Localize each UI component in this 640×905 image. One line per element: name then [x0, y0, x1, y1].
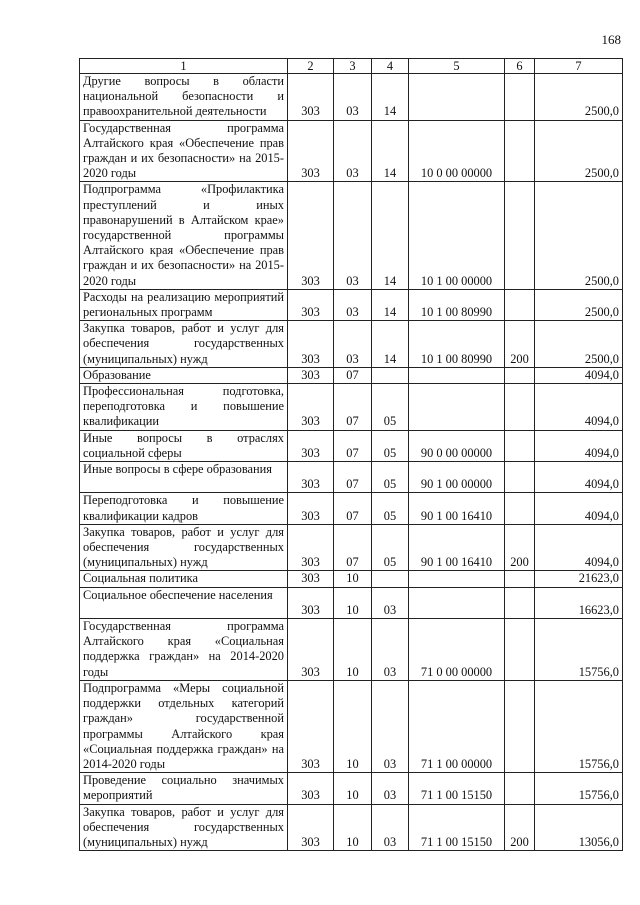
row-c2-cell: 303 — [288, 384, 334, 431]
row-name-cell: Иные вопросы в сфере образования — [80, 462, 288, 493]
row-c3-cell: 07 — [334, 462, 372, 493]
table-row — [80, 182, 623, 289]
table-row — [80, 804, 623, 851]
row-c6-cell — [505, 384, 535, 431]
row-c3-cell: 03 — [334, 321, 372, 368]
row-c7-cell: 15756,0 — [535, 619, 623, 681]
row-name-cell: Закупка товаров, работ и услуг для обеспечения государственных (муниципальных) нужд — [80, 524, 288, 571]
row-name-cell: Государственная программа Алтайского края «Социальная поддержка граждан» на 2014-2020 годы — [80, 619, 288, 681]
row-c7-cell: 4094,0 — [535, 524, 623, 571]
row-c3-cell: 07 — [334, 524, 372, 571]
table-row — [80, 74, 623, 121]
row-c7-cell: 4094,0 — [535, 493, 623, 524]
table-row — [80, 524, 623, 571]
row-c3-cell: 03 — [334, 182, 372, 289]
row-c5-cell: 10 1 00 00000 — [409, 182, 505, 289]
row-c3-cell: 10 — [334, 619, 372, 681]
row-c5-cell — [409, 367, 505, 383]
row-name-cell: Социальная политика — [80, 571, 288, 587]
row-c7-cell: 4094,0 — [535, 384, 623, 431]
row-c2-cell: 303 — [288, 462, 334, 493]
row-c5-cell — [409, 587, 505, 618]
table-row — [80, 619, 623, 681]
row-c7-cell: 4094,0 — [535, 430, 623, 461]
row-c6-cell — [505, 367, 535, 383]
table-row — [80, 462, 623, 493]
row-c4-cell: 14 — [372, 120, 409, 182]
row-c3-cell: 10 — [334, 571, 372, 587]
row-c7-cell: 2500,0 — [535, 74, 623, 121]
header-cell: 7 — [535, 59, 623, 74]
row-c2-cell: 303 — [288, 773, 334, 804]
row-c6-cell — [505, 462, 535, 493]
row-c7-cell: 15756,0 — [535, 680, 623, 772]
row-c4-cell: 05 — [372, 493, 409, 524]
row-c4-cell — [372, 571, 409, 587]
header-cell: 4 — [372, 59, 409, 74]
row-c6-cell — [505, 680, 535, 772]
header-cell: 5 — [409, 59, 505, 74]
row-c3-cell: 07 — [334, 493, 372, 524]
row-c4-cell: 03 — [372, 619, 409, 681]
row-c7-cell: 16623,0 — [535, 587, 623, 618]
row-c7-cell: 21623,0 — [535, 571, 623, 587]
row-c2-cell: 303 — [288, 571, 334, 587]
row-c7-cell: 2500,0 — [535, 321, 623, 368]
row-c7-cell: 2500,0 — [535, 289, 623, 320]
row-c6-cell — [505, 587, 535, 618]
row-c4-cell: 03 — [372, 680, 409, 772]
header-cell: 2 — [288, 59, 334, 74]
row-c5-cell: 71 1 00 15150 — [409, 773, 505, 804]
row-c5-cell: 71 0 00 00000 — [409, 619, 505, 681]
header-cell: 3 — [334, 59, 372, 74]
row-name-cell: Подпрограмма «Меры социальной поддержки отдельных категорий граждан» государственной программы Алтайского края «Социальная поддержка граждан» на 2014-2020 годы — [80, 680, 288, 772]
row-c6-cell — [505, 571, 535, 587]
row-c4-cell: 14 — [372, 182, 409, 289]
row-c5-cell: 71 1 00 15150 — [409, 804, 505, 851]
row-c5-cell: 90 1 00 16410 — [409, 524, 505, 571]
table-row — [80, 430, 623, 461]
table-row — [80, 493, 623, 524]
row-name-cell: Другие вопросы в области национальной безопасности и правоохранительной деятельности — [80, 74, 288, 121]
row-name-cell: Социальное обеспечение населения — [80, 587, 288, 618]
row-c4-cell: 14 — [372, 74, 409, 121]
row-c6-cell: 200 — [505, 524, 535, 571]
row-c7-cell: 4094,0 — [535, 367, 623, 383]
row-c7-cell: 2500,0 — [535, 120, 623, 182]
row-c5-cell: 10 1 00 80990 — [409, 289, 505, 320]
row-c3-cell: 07 — [334, 384, 372, 431]
row-c2-cell: 303 — [288, 430, 334, 461]
table-row — [80, 289, 623, 320]
row-c6-cell — [505, 430, 535, 461]
row-c6-cell: 200 — [505, 321, 535, 368]
row-c5-cell — [409, 384, 505, 431]
row-c5-cell: 90 1 00 00000 — [409, 462, 505, 493]
row-c2-cell: 303 — [288, 524, 334, 571]
row-name-cell: Закупка товаров, работ и услуг для обеспечения государственных (муниципальных) нужд — [80, 804, 288, 851]
row-c3-cell: 07 — [334, 367, 372, 383]
row-c5-cell — [409, 571, 505, 587]
row-name-cell: Государственная программа Алтайского края «Обеспечение прав граждан и их безопасности» на 2015-2020 годы — [80, 120, 288, 182]
row-c6-cell — [505, 182, 535, 289]
row-c7-cell: 2500,0 — [535, 182, 623, 289]
row-c2-cell: 303 — [288, 120, 334, 182]
row-c4-cell: 05 — [372, 524, 409, 571]
row-c6-cell: 200 — [505, 804, 535, 851]
row-c5-cell — [409, 74, 505, 121]
row-name-cell: Образование — [80, 367, 288, 383]
row-c6-cell — [505, 74, 535, 121]
row-c3-cell: 10 — [334, 680, 372, 772]
row-c5-cell: 90 0 00 00000 — [409, 430, 505, 461]
table-row — [80, 773, 623, 804]
row-c6-cell — [505, 619, 535, 681]
table-row — [80, 367, 623, 383]
row-c5-cell: 90 1 00 16410 — [409, 493, 505, 524]
row-c7-cell: 13056,0 — [535, 804, 623, 851]
row-c7-cell: 15756,0 — [535, 773, 623, 804]
row-c4-cell: 03 — [372, 804, 409, 851]
row-c2-cell: 303 — [288, 680, 334, 772]
row-c6-cell — [505, 493, 535, 524]
row-c4-cell: 03 — [372, 587, 409, 618]
row-c2-cell: 303 — [288, 493, 334, 524]
row-c3-cell: 10 — [334, 587, 372, 618]
row-c2-cell: 303 — [288, 804, 334, 851]
row-c3-cell: 03 — [334, 289, 372, 320]
row-c2-cell: 303 — [288, 587, 334, 618]
row-name-cell: Подпрограмма «Профилактика преступлений и иных правонарушений в Алтайском крае» государственной программы Алтайского края «Обеспечение прав граждан и их безопасности» на 2015-2020 годы — [80, 182, 288, 289]
row-c5-cell: 10 0 00 00000 — [409, 120, 505, 182]
row-name-cell: Профессиональная подготовка, переподготовка и повышение квалификации — [80, 384, 288, 431]
row-name-cell: Иные вопросы в отраслях социальной сферы — [80, 430, 288, 461]
row-c7-cell: 4094,0 — [535, 462, 623, 493]
row-c3-cell: 07 — [334, 430, 372, 461]
row-name-cell: Переподготовка и повышение квалификации кадров — [80, 493, 288, 524]
row-c4-cell — [372, 367, 409, 383]
row-c2-cell: 303 — [288, 74, 334, 121]
row-c5-cell: 71 1 00 00000 — [409, 680, 505, 772]
row-c2-cell: 303 — [288, 321, 334, 368]
table-row — [80, 680, 623, 772]
row-c2-cell: 303 — [288, 619, 334, 681]
budget-table — [79, 58, 623, 851]
row-c4-cell: 05 — [372, 384, 409, 431]
row-c6-cell — [505, 120, 535, 182]
row-c3-cell: 10 — [334, 804, 372, 851]
row-c6-cell — [505, 773, 535, 804]
row-name-cell: Закупка товаров, работ и услуг для обеспечения государственных (муниципальных) нужд — [80, 321, 288, 368]
row-c4-cell: 03 — [372, 773, 409, 804]
table-row — [80, 321, 623, 368]
row-c3-cell: 03 — [334, 120, 372, 182]
table-row — [80, 384, 623, 431]
row-name-cell: Проведение социально значимых мероприятий — [80, 773, 288, 804]
table-row — [80, 120, 623, 182]
row-c4-cell: 05 — [372, 462, 409, 493]
row-c2-cell: 303 — [288, 367, 334, 383]
row-c4-cell: 05 — [372, 430, 409, 461]
row-c5-cell: 10 1 00 80990 — [409, 321, 505, 368]
row-c3-cell: 10 — [334, 773, 372, 804]
row-c2-cell: 303 — [288, 289, 334, 320]
table-row — [80, 571, 623, 587]
page-number: 168 — [601, 32, 621, 47]
row-c4-cell: 14 — [372, 321, 409, 368]
header-cell: 1 — [80, 59, 288, 74]
row-c3-cell: 03 — [334, 74, 372, 121]
row-c2-cell: 303 — [288, 182, 334, 289]
table-row — [80, 587, 623, 618]
table-header-row — [80, 59, 623, 74]
row-c6-cell — [505, 289, 535, 320]
row-c4-cell: 14 — [372, 289, 409, 320]
row-name-cell: Расходы на реализацию мероприятий региональных программ — [80, 289, 288, 320]
header-cell: 6 — [505, 59, 535, 74]
